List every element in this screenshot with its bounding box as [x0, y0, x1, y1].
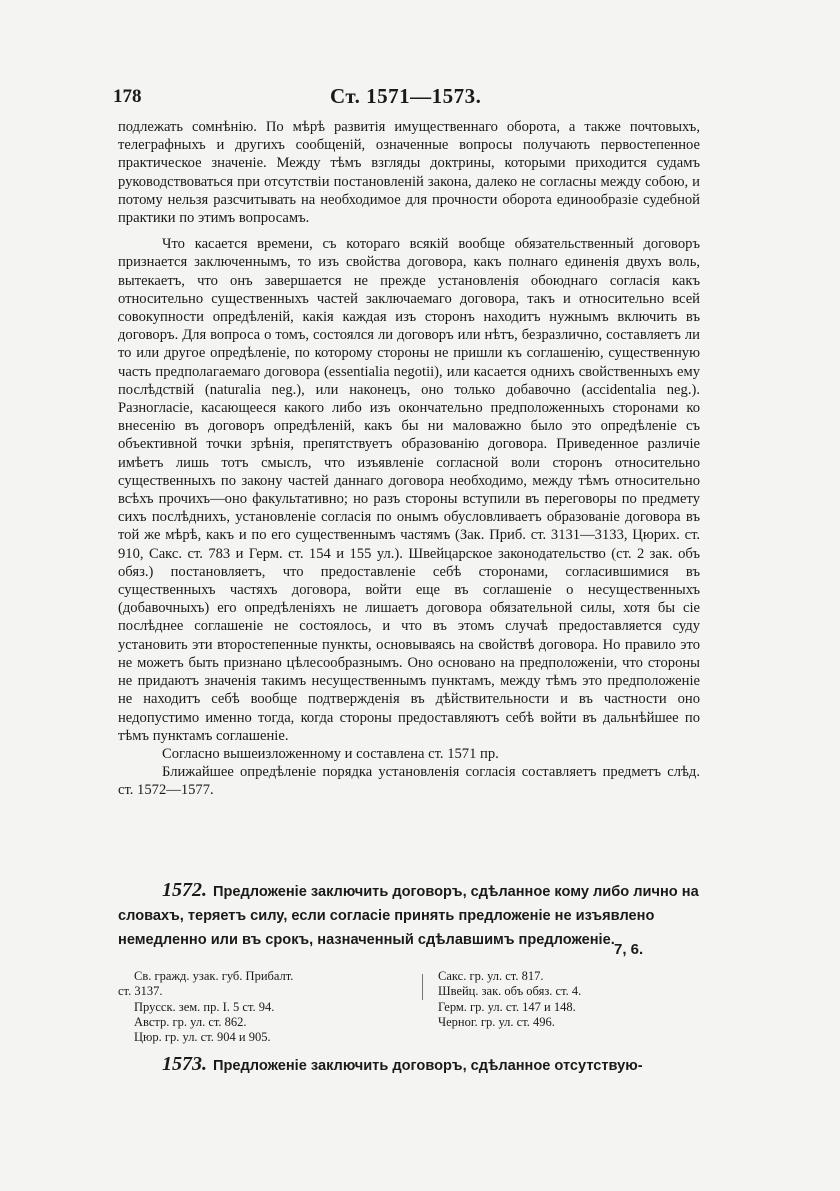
reference-item: Австр. гр. ул. ст. 862.: [134, 1014, 247, 1029]
reference-item: Св. гражд. узак. губ. Прибалт.: [134, 969, 294, 983]
reference-item: Черног. гр. ул. ст. 496.: [438, 1014, 555, 1029]
paragraph-3: Согласно вышеизложенному и составлена ст. 1571 пр.: [162, 745, 499, 762]
running-head: Ст. 1571—1573.: [330, 84, 482, 108]
reference-item: Прусск. зем. пр. I. 5 ст. 94.: [134, 999, 275, 1014]
paragraph-1: подлежать сомнѣнію. По мѣрѣ развитія имущественнаго оборота, а также почтовыхъ, телеграфныхъ и другихъ сообщеній, означенные вопросы получають первостепенное практическое значеніе. Между тѣмъ взгляды доктрины, которыми приходится судамъ руководствоваться при отсутствіи постановленій закона, далеко не согласны между собою, и потому нельзя разсчитывать на необходимое для прочности оборота единообразіе судебной практики по этимъ вопросамъ.: [118, 119, 700, 227]
reference-item: Швейц. зак. объ обяз. ст. 4.: [438, 984, 582, 999]
page-number: 178: [113, 86, 142, 107]
article-1573: [118, 1052, 700, 1078]
article-code: 7, 6.: [614, 941, 644, 958]
article-1572: [118, 878, 700, 952]
article-text: Предложеніе заключить договоръ, сдѣланное отсутствую-: [213, 1058, 643, 1074]
paragraph-4: Ближайшее опредѣленіе порядка установленія согласія составляетъ предметъ слѣд. ст. 1572—1577.: [118, 764, 700, 799]
article-number: 1573.: [162, 1053, 207, 1075]
reference-item: Сакс. гр. ул. ст. 817.: [438, 969, 544, 983]
reference-item: Цюр. гр. ул. ст. 904 и 905.: [134, 1030, 271, 1045]
article-text: Предложеніе заключить договоръ, сдѣланное кому либо лично на словахъ, теряетъ силу, если согласіе принять предложеніе не изъявлено немедленно или въ срокъ, назначенный сдѣлавшимъ предложеніе.: [118, 884, 699, 948]
reference-item: ст. 3137.: [118, 984, 163, 999]
references-right: [438, 969, 708, 1030]
reference-item: Герм. гр. ул. ст. 147 и 148.: [438, 999, 576, 1014]
commentary-text: [118, 118, 700, 800]
references-left: [118, 969, 408, 1045]
column-divider: [422, 974, 423, 1000]
article-number: 1572.: [162, 879, 207, 901]
paragraph-2: Что касается времени, съ котораго всякій вообще обязательственный договоръ признается заключеннымъ, то изъ свойства договора, какъ полнаго единенія двухъ воль, вытекаетъ, что онъ завершается не прежде установленія обоюднаго согласія какъ относительно существенныхъ частей заключаемаго договора, такъ и относительно всей совокупности опредѣленій, какія каждая изъ сторонъ находитъ нужнымъ включить въ договоръ. Для вопроса о томъ, состоялся ли договоръ или нѣтъ, безразлично, составляетъ ли то или другое опредѣленіе, по которому стороны не пришли къ соглашенію, существенную часть предполагаемаго договора (essentialia negotii), или касается однихъ свойственныхъ ему послѣдствій (naturalia neg.), или наконецъ, оно только добавочно (accidentalia neg.). Разногласіе, касающееся какого либо изъ окончательно предположенныхъ сторонами ко внесенію въ договоръ опредѣленій, какъ бы ни маловажно было это опредѣленіе съ объективной точки зрѣнія, препятствуетъ образованію договора. Приведенное различіе имѣетъ лишь тотъ смыслъ, что изъявленіе согласной воли сторонъ относительно существенныхъ по закону частей даннаго договора необходимо, между тѣмъ относительно всѣхъ прочихъ—оно факультативно; но разъ стороны вступили въ переговоры по предмету сихъ послѣднихъ, установленіе согласія по онымъ обусловливаетъ образованіе договора въ той же мѣрѣ, какъ и по его существеннымъ частямъ (Зак. Приб. ст. 3131—3133, Цюрих. ст. 910, Сакс. ст. 783 и Герм. ст. 154 и 155 ул.). Швейцарское законодательство (ст. 2 зак. объ обяз.) постановляетъ, что предоставленіе себѣ сторонами, согласившимися въ существенныхъ частяхъ договора, войти еще въ соглашеніе о несущественныхъ (добавочныхъ) его опредѣленіяхъ не лишаетъ договора обязательной силы, хотя бы сіе послѣднее соглашеніе не состоялось, и что въ этомъ случаѣ предоставляется суду установить эти второстепенные пункты, основываясь на свойствѣ договора. Но правило это не можетъ быть признано цѣлесообразнымъ. Оно основано на предположеніи, что стороны не придаютъ значенія такимъ несущественнымъ пунктамъ, между тѣмъ это предположеніе не находитъ себѣ вообще подтвержденія въ дѣйствительности и въ частности оно недопустимо именно тогда, когда стороны предоставляютъ себѣ войти въ дальнѣйшее по тѣмъ пунктамъ соглашеніе.: [118, 236, 700, 744]
